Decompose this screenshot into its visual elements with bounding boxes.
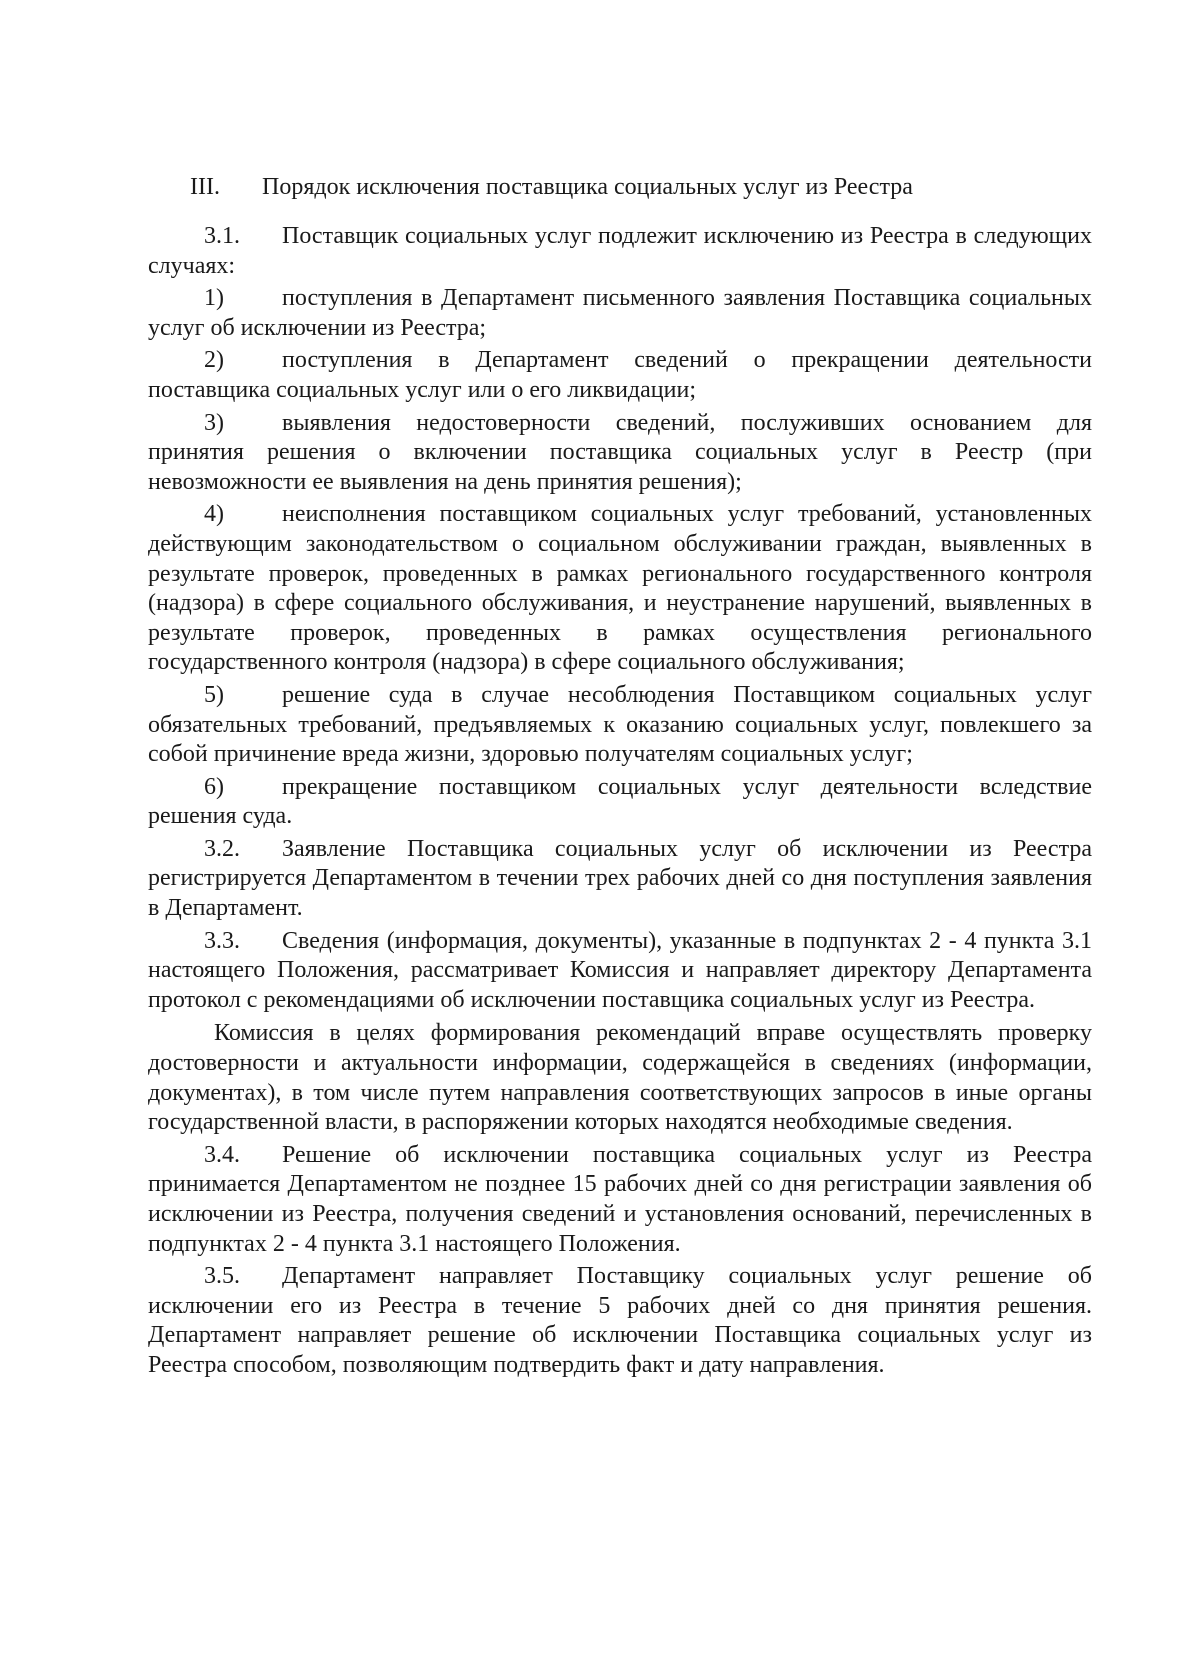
paragraph [148, 500, 1092, 678]
paragraph [148, 222, 1092, 281]
item-label: 3.3. [204, 927, 240, 954]
paragraph-text: поступления в Департамент письменного заявления Поставщика социальных услуг об исключении из Реестра; [148, 285, 1092, 341]
paragraph [148, 1019, 1092, 1137]
paragraph-text: неисполнения поставщиком социальных услуг требований, установленных действующим законодательством о социальном обслуживании граждан, выявленных в результате проверок, проведенных в рамках регионального государственного контроля (надзора) в сфере социального обслуживания, и неустранение нарушений, выявленных в результате проверок, проведенных в рамках осуществления регионального государственного контроля (надзора) в сфере социального обслуживания; [148, 501, 1092, 676]
item-label: 3) [204, 409, 224, 436]
paragraph [148, 346, 1092, 405]
paragraph [148, 409, 1092, 498]
document-body [148, 222, 1092, 1384]
item-label: 3.2. [204, 835, 240, 862]
item-label: 6) [204, 773, 224, 800]
item-label: 1) [204, 285, 224, 312]
paragraph-text: поступления в Департамент сведений о прекращении деятельности поставщика социальных услуг или о его ликвидации; [148, 347, 1092, 403]
paragraph-text: Сведения (информация, документы), указанные в подпунктах 2 - 4 пункта 3.1 настоящего Положения, рассматривает Комиссия и направляет директору Департамента протокол с рекомендациями об исключении поставщика социальных услуг из Реестра. [148, 927, 1092, 1013]
paragraph-text: Решение об исключении поставщика социальных услуг из Реестра принимается Департаментом не позднее 15 рабочих дней со дня регистрации заявления об исключении из Реестра, получения сведений и установления оснований, перечисленных в подпунктах 2 - 4 пункта 3.1 настоящего Положения. [148, 1141, 1092, 1257]
paragraph [148, 1141, 1092, 1259]
paragraph [148, 1262, 1092, 1380]
paragraph-text: прекращение поставщиком социальных услуг деятельности вследствие решения суда. [148, 773, 1092, 830]
paragraph-text: Заявление Поставщика социальных услуг об исключении из Реестра регистрируется Департаментом в течении трех рабочих дней со дня поступления заявления в Департамент. [148, 835, 1092, 922]
paragraph-text: Поставщик социальных услуг подлежит исключению из Реестра в следующих случаях: [148, 223, 1092, 279]
paragraph-text: Департамент направляет Поставщику социальных услуг решение об исключении его из Реестра в течение 5 рабочих дней со дня принятия решения. Департамент направляет решение об исключении Поставщика социальных услуг из Реестра способом, позволяющим подтвердить факт и дату направления. [148, 1263, 1092, 1378]
paragraph [148, 681, 1092, 770]
paragraph-text: Комиссия в целях формирования рекомендаций вправе осуществлять проверку достоверности и актуальности информации, содержащейся в сведениях (информации, документах), в том числе путем направления соответствующих запросов в иные органы государственной власти, в распоряжении которых находятся необходимые сведения. [148, 1020, 1092, 1136]
section-number: III. [190, 174, 220, 200]
item-label: 3.4. [204, 1141, 240, 1168]
paragraph [148, 927, 1092, 1016]
item-label: 3.5. [204, 1263, 240, 1290]
paragraph [148, 835, 1092, 924]
paragraph-text: выявления недостоверности сведений, послуживших основанием для принятия решения о включении поставщика социальных услуг в Реестр (при невозможности ее выявления на день принятия решения); [148, 409, 1092, 495]
item-label: 3.1. [204, 223, 240, 249]
paragraph [148, 773, 1092, 832]
item-label: 5) [204, 681, 224, 708]
section-title: Порядок исключения поставщика социальных услуг из Реестра [262, 174, 913, 200]
item-label: 4) [204, 501, 224, 528]
paragraph-text: решение суда в случае несоблюдения Поставщиком социальных услуг обязательных требований, предъявляемых к оказанию социальных услуг, повлекшего за собой причинение вреда жизни, здоровью получателям социальных услуг; [148, 681, 1092, 768]
item-label: 2) [204, 347, 224, 374]
paragraph [148, 284, 1092, 343]
